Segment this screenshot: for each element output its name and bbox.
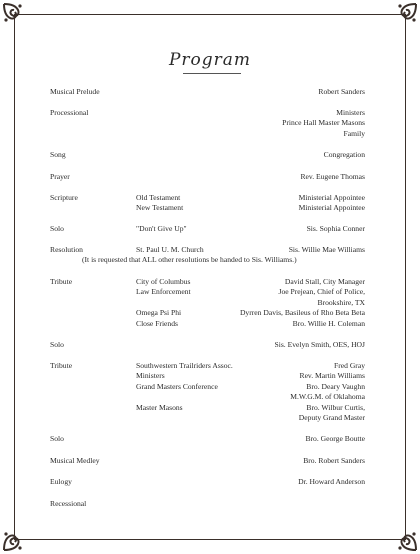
performer-line: Ministerial Appointee	[298, 193, 365, 202]
performer-line: Prince Hall Master Masons	[282, 118, 365, 128]
item-label: Recessional	[50, 499, 87, 508]
item-label: Eulogy	[50, 477, 72, 486]
item-label: Tribute	[50, 277, 73, 286]
item-performer: Bro. George Boutte	[305, 434, 365, 443]
item-label: Musical Medley	[50, 456, 100, 465]
detail-line: City of Columbus	[136, 277, 191, 286]
item-performer: Bro. Robert Sanders	[303, 456, 365, 465]
performer-line: M.W.G.M. of Oklahoma	[290, 392, 365, 402]
performer-line: Bro. Willie H. Coleman	[292, 318, 365, 328]
detail-line: Grand Masters Conference	[136, 381, 218, 391]
item-performer: Sis. Evelyn Smith, OES, HOJ	[274, 340, 365, 349]
performer-line: David Stall, City Manager	[284, 277, 365, 286]
detail-line: Ministers	[136, 371, 165, 381]
detail-line: Close Friends	[136, 318, 178, 328]
item-performers	[299, 193, 365, 214]
detail-line	[136, 392, 233, 402]
item-details	[136, 193, 183, 214]
performer-line: Fred Gray	[334, 361, 365, 370]
item-performers	[290, 361, 365, 423]
detail-line: Master Masons	[136, 402, 183, 412]
item-label: Resolution	[50, 245, 83, 254]
performer-line: Ministers	[336, 108, 365, 117]
item-label: Solo	[50, 434, 64, 443]
detail-line: Omega Psi Phi	[136, 308, 182, 318]
page-title: Program	[168, 50, 252, 70]
performer-line: Ministerial Appointee	[298, 203, 365, 213]
item-performer: Robert Sanders	[318, 87, 365, 96]
performer-line: Dyrren Davis, Basileus of Rho Beta Beta	[239, 308, 365, 318]
performer-line: Rev. Martin Williams	[299, 371, 365, 381]
item-performers	[282, 108, 365, 139]
detail-line: Law Enforcement	[136, 287, 191, 297]
item-label: Solo	[50, 224, 64, 233]
item-details	[136, 277, 191, 329]
item-label: Processional	[50, 108, 89, 117]
item-details	[136, 361, 233, 413]
detail-line: Old Testament	[136, 193, 181, 202]
item-performer: Sis. Willie Mae Williams	[288, 245, 365, 254]
performer-line: Family	[343, 128, 365, 138]
detail-line: Southwestern Trailriders Assoc.	[136, 361, 233, 370]
item-label: Solo	[50, 340, 64, 349]
item-performer: Congregation	[323, 150, 365, 159]
performer-line: Deputy Grand Master	[298, 413, 365, 423]
performer-line: Bro. Deary Vaughn	[306, 381, 365, 391]
performer-line: Joe Prejean, Chief of Police,	[278, 287, 365, 297]
item-detail: St. Paul U. M. Church	[136, 245, 204, 254]
performer-line: Bro. Wilbur Curtis,	[306, 402, 365, 412]
item-detail: "Don't Give Up"	[136, 224, 187, 233]
item-label: Song	[50, 150, 66, 159]
item-label: Prayer	[50, 172, 70, 181]
detail-line	[136, 298, 191, 308]
item-label: Tribute	[50, 361, 73, 370]
item-performer: Sis. Sophia Conner	[306, 224, 365, 233]
item-performer: Dr. Howard Anderson	[298, 477, 365, 486]
item-label: Musical Prelude	[50, 87, 100, 96]
detail-line: New Testament	[136, 203, 184, 213]
item-label: Scripture	[50, 193, 78, 202]
resolution-note: (It is requested that ALL other resolutions be handed to Sis. Williams.)	[82, 255, 297, 264]
performer-line: Brookshire, TX	[317, 297, 365, 307]
item-performers	[240, 277, 365, 329]
item-performer: Rev. Eugene Thomas	[300, 172, 365, 181]
